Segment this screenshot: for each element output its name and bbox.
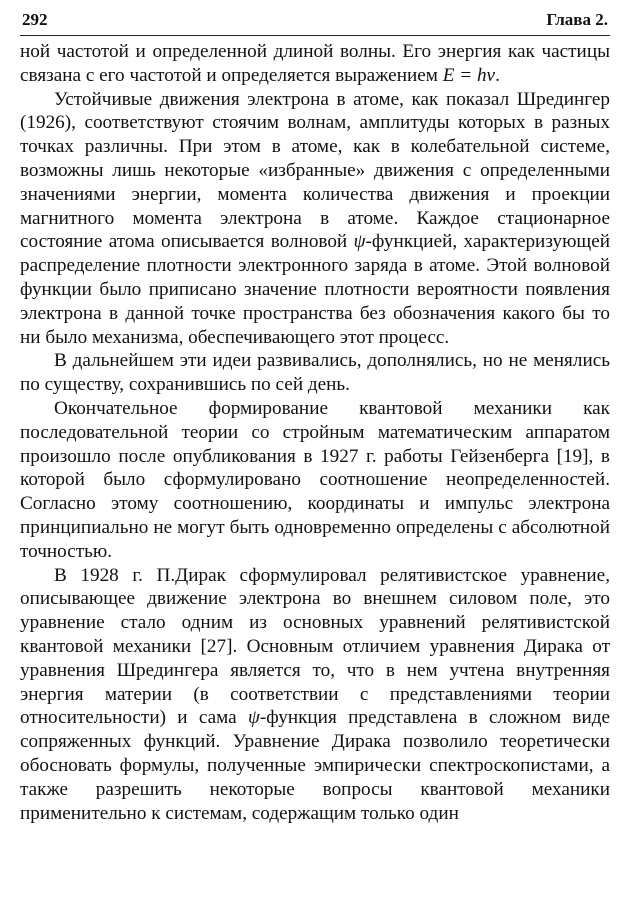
psi-symbol: ψ <box>353 231 366 253</box>
paragraph-2: Устойчивые движения электрона в атоме, как показал Шредингер (1926), соответствуют стоячим волнам, амплитуды которых в разных точках различны. При этом в атоме, как в колебательной системе, возможны лишь некоторые «избранные» движения с определенными значениями энергии, момента количества движения и проекции магнитного момента электрона в атоме. Каждое стационарное состояние атома описывается волновой ψ-функцией, характеризующей распределение плотности электронного заряда в атоме. Этой волновой функции было приписано значение плотности вероятности появления электрона в данной точке пространства без обозначения какого бы то ни было механизма, обеспечивающего этот процесс. <box>20 88 610 348</box>
chapter-title: Глава 2. <box>546 10 608 29</box>
psi-symbol: ψ <box>247 707 260 729</box>
paragraph-5: В 1928 г. П.Дирак сформулировал релятивистское уравнение, описывающее движение электрона во внешнем силовом поле, это уравнение стало одним из основных уравнений релятивистской квантовой механики [27]. Основным отличием уравнения Дирака от уравнения Шредингера является то, что в нем учтена внутренняя энергия материи (в соответствии с представлениями теории относительности) и сама ψ-функция представлена в сложном виде сопряженных функций. Уравнение Дирака позволило теоретически обосновать формулы, полученные эмпирически спектроскопистами, а также разрешить некоторые вопросы квантовой механики применительно к системам, содержащим только один <box>20 564 610 824</box>
page-number: 292 <box>22 10 48 29</box>
energy-formula: E = hv <box>442 64 496 86</box>
paragraph-1: ной частотой и определенной длиной волны. Его энергия как частицы связана с его частотой и определяется выражением E = hv. <box>20 41 610 86</box>
page-header <box>20 10 610 36</box>
page-body <box>20 40 610 825</box>
paragraph-3: В дальнейшем эти идеи развивались, дополнялись, но не менялись по существу, сохранившись по сей день. <box>20 350 610 396</box>
paragraph-4: Окончательное формирование квантовой механики как последовательной теории со стройным математическим аппаратом произошло после опубликования в 1927 г. работы Гейзенберга [19], в которой было сформулировано соотношение неопределенностей. Согласно этому соотношению, координаты и импульс электрона принципиально не могут быть одновременно определены с абсолютной точностью. <box>20 397 610 562</box>
